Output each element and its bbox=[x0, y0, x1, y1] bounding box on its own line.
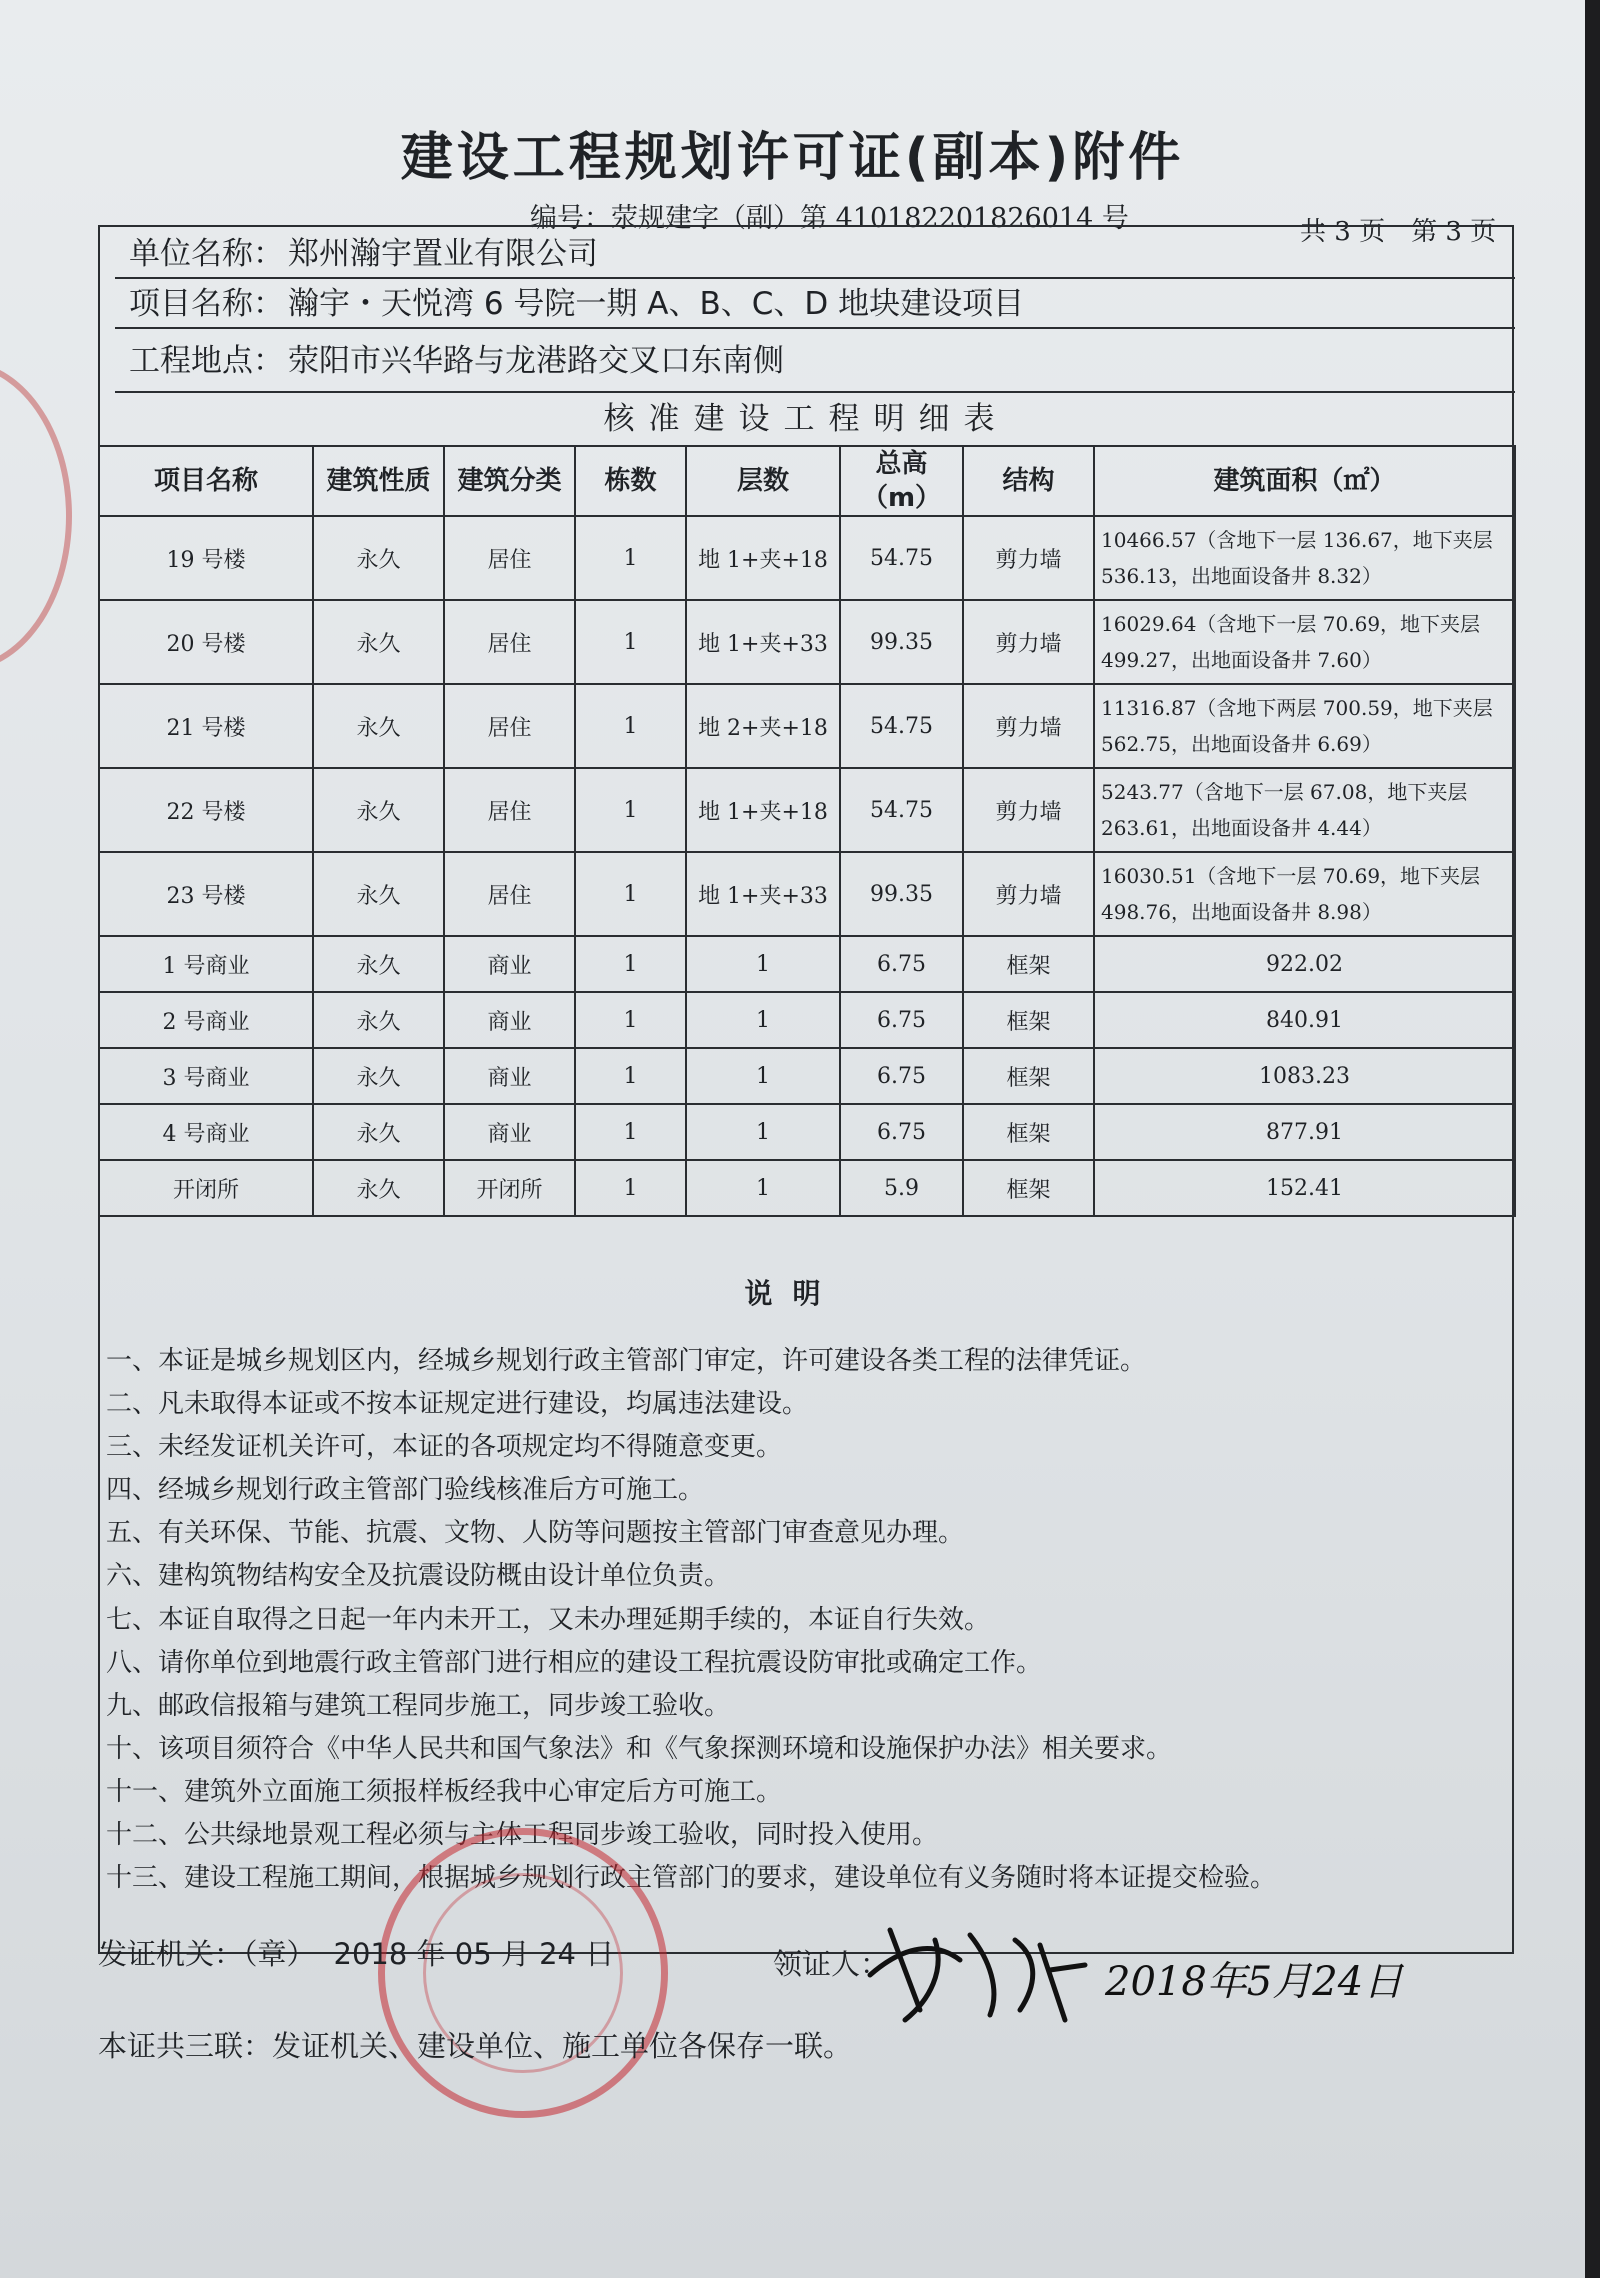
cell-count: 1 bbox=[575, 1104, 686, 1160]
header-cell: 栋数 bbox=[575, 446, 686, 516]
cell-name: 22 号楼 bbox=[99, 768, 313, 852]
page-info: 共 3 页 第 3 页 bbox=[1300, 217, 1497, 247]
cell-height: 99.35 bbox=[840, 600, 963, 684]
header-cell: 建筑性质 bbox=[313, 446, 444, 516]
note-item: 五、有关环保、节能、抗震、文物、人防等问题按主管部门审查意见办理。 bbox=[106, 1518, 965, 1549]
cell-name: 4 号商业 bbox=[99, 1104, 313, 1160]
cell-area: 922.02 bbox=[1094, 936, 1515, 992]
unit-row bbox=[115, 229, 1515, 279]
table-row bbox=[99, 1104, 1515, 1160]
cell-nature: 永久 bbox=[313, 992, 444, 1048]
cell-nature: 永久 bbox=[313, 600, 444, 684]
cell-area: 840.91 bbox=[1094, 992, 1515, 1048]
cell-structure: 框架 bbox=[963, 992, 1094, 1048]
table-row bbox=[99, 1160, 1515, 1216]
cell-nature: 永久 bbox=[313, 1048, 444, 1104]
cell-count: 1 bbox=[575, 600, 686, 684]
cell-name: 开闭所 bbox=[99, 1160, 313, 1216]
cell-area: 16029.64（含地下一层 70.69，地下夹层 499.27，出地面设备井 7.60） bbox=[1094, 600, 1515, 684]
note-item: 六、建构筑物结构安全及抗震设防概由设计单位负责。 bbox=[106, 1561, 731, 1592]
cell-floors: 地 1+夹+18 bbox=[686, 768, 840, 852]
cell-nature: 永久 bbox=[313, 516, 444, 600]
table-title: 核准建设工程明细表 bbox=[100, 393, 1512, 447]
table-row bbox=[99, 600, 1515, 684]
location-row bbox=[115, 329, 1515, 393]
cell-height: 5.9 bbox=[840, 1160, 963, 1216]
table-row bbox=[99, 936, 1515, 992]
cell-structure: 剪力墙 bbox=[963, 852, 1094, 936]
handwritten-signature bbox=[850, 1900, 1410, 2030]
cell-height: 54.75 bbox=[840, 516, 963, 600]
cell-area: 152.41 bbox=[1094, 1160, 1515, 1216]
cell-floors: 地 1+夹+33 bbox=[686, 852, 840, 936]
unit-label: 单位名称： bbox=[129, 236, 284, 272]
table-row bbox=[99, 992, 1515, 1048]
receiver-label: 领证人： bbox=[773, 1947, 890, 1981]
cell-structure: 剪力墙 bbox=[963, 684, 1094, 768]
cell-height: 6.75 bbox=[840, 1104, 963, 1160]
cell-area: 877.91 bbox=[1094, 1104, 1515, 1160]
cell-area: 1083.23 bbox=[1094, 1048, 1515, 1104]
cell-height: 54.75 bbox=[840, 768, 963, 852]
cell-nature: 永久 bbox=[313, 768, 444, 852]
location-value: 荥阳市兴华路与龙港路交叉口东南侧 bbox=[288, 343, 784, 379]
table-row bbox=[99, 516, 1515, 600]
official-seal bbox=[378, 1828, 668, 2118]
cell-floors: 地 1+夹+33 bbox=[686, 600, 840, 684]
cell-category: 商业 bbox=[444, 992, 575, 1048]
note-item: 九、邮政信报箱与建筑工程同步施工，同步竣工验收。 bbox=[106, 1690, 731, 1721]
cell-height: 99.35 bbox=[840, 852, 963, 936]
permit-number: 编号：荥规建字（副）第 410182201826014 号 bbox=[530, 203, 1129, 234]
document-title: 建设工程规划许可证(副本)附件 bbox=[400, 128, 1185, 188]
note-item: 一、本证是城乡规划区内，经城乡规划行政主管部门审定，许可建设各类工程的法律凭证。 bbox=[106, 1346, 1147, 1376]
cell-nature: 永久 bbox=[313, 1160, 444, 1216]
header-cell: 建筑分类 bbox=[444, 446, 575, 516]
issuer-line bbox=[98, 1932, 632, 1973]
note-item: 二、凡未取得本证或不按本证规定进行建设，均属违法建设。 bbox=[106, 1389, 809, 1420]
project-row bbox=[115, 279, 1515, 329]
note-item: 十二、公共绿地景观工程必须与主体工程同步竣工验收，同时投入使用。 bbox=[106, 1820, 939, 1851]
cell-category: 居住 bbox=[444, 516, 575, 600]
cell-area: 10466.57（含地下一层 136.67，地下夹层 536.13，出地面设备井 8.32） bbox=[1094, 516, 1515, 600]
cell-name: 1 号商业 bbox=[99, 936, 313, 992]
copies-note: 本证共三联：发证机关、建设单位、施工单位各保存一联。 bbox=[98, 2029, 853, 2063]
cell-nature: 永久 bbox=[313, 684, 444, 768]
notes-list bbox=[106, 1340, 1516, 1900]
note-item: 七、本证自取得之日起一年内未开工，又未办理延期手续的，本证自行失效。 bbox=[106, 1604, 991, 1635]
note-item: 十、该项目须符合《中华人民共和国气象法》和《气象探测环境和设施保护办法》相关要求。 bbox=[106, 1733, 1173, 1764]
note-item: 十一、建筑外立面施工须报样板经我中心审定后方可施工。 bbox=[106, 1776, 783, 1807]
cell-height: 6.75 bbox=[840, 992, 963, 1048]
receive-date: 2018年5月24日 bbox=[1105, 1959, 1404, 2005]
cell-name: 21 号楼 bbox=[99, 684, 313, 768]
note-item: 八、请你单位到地震行政主管部门进行相应的建设工程抗震设防审批或确定工作。 bbox=[106, 1647, 1043, 1678]
table-row bbox=[99, 768, 1515, 852]
cell-count: 1 bbox=[575, 1160, 686, 1216]
note-item: 十三、建设工程施工期间，根据城乡规划行政主管部门的要求，建设单位有义务随时将本证提交检验。 bbox=[106, 1863, 1277, 1894]
table-row bbox=[99, 684, 1515, 768]
cell-structure: 剪力墙 bbox=[963, 768, 1094, 852]
table-row bbox=[99, 1048, 1515, 1104]
table-header-row bbox=[99, 446, 1515, 516]
cell-count: 1 bbox=[575, 852, 686, 936]
cell-structure: 框架 bbox=[963, 936, 1094, 992]
cell-floors: 1 bbox=[686, 1104, 840, 1160]
cell-category: 开闭所 bbox=[444, 1160, 575, 1216]
cell-structure: 框架 bbox=[963, 1048, 1094, 1104]
partial-seal-mark bbox=[0, 360, 72, 672]
cell-nature: 永久 bbox=[313, 936, 444, 992]
cell-category: 居住 bbox=[444, 852, 575, 936]
cell-nature: 永久 bbox=[313, 852, 444, 936]
cell-area: 5243.77（含地下一层 67.08，地下夹层 263.61，出地面设备井 4.44） bbox=[1094, 768, 1515, 852]
cell-count: 1 bbox=[575, 1048, 686, 1104]
unit-name: 郑州瀚宇置业有限公司 bbox=[288, 236, 598, 272]
cell-floors: 地 1+夹+18 bbox=[686, 516, 840, 600]
cell-height: 54.75 bbox=[840, 684, 963, 768]
cell-category: 居住 bbox=[444, 600, 575, 684]
note-item: 四、经城乡规划行政主管部门验线核准后方可施工。 bbox=[106, 1475, 705, 1506]
note-item: 三、未经发证机关许可，本证的各项规定均不得随意变更。 bbox=[106, 1432, 783, 1463]
cell-height: 6.75 bbox=[840, 936, 963, 992]
issue-date: 2018 年 05 月 24 日 bbox=[333, 1937, 615, 1971]
cell-category: 商业 bbox=[444, 1104, 575, 1160]
cell-floors: 1 bbox=[686, 1048, 840, 1104]
header-cell: 层数 bbox=[686, 446, 840, 516]
header-cell: 结构 bbox=[963, 446, 1094, 516]
cell-structure: 剪力墙 bbox=[963, 600, 1094, 684]
header-cell: 建筑面积（㎡） bbox=[1094, 446, 1515, 516]
header-cell: 总高（m） bbox=[840, 446, 963, 516]
cell-structure: 剪力墙 bbox=[963, 516, 1094, 600]
cell-floors: 1 bbox=[686, 936, 840, 992]
cell-count: 1 bbox=[575, 684, 686, 768]
cell-category: 居住 bbox=[444, 768, 575, 852]
cell-height: 6.75 bbox=[840, 1048, 963, 1104]
cell-count: 1 bbox=[575, 516, 686, 600]
project-label: 项目名称： bbox=[129, 286, 284, 322]
cell-name: 23 号楼 bbox=[99, 852, 313, 936]
location-label: 工程地点： bbox=[129, 343, 284, 379]
building-details-table bbox=[98, 445, 1516, 1217]
issuer-label: 发证机关：（章） bbox=[98, 1937, 316, 1971]
cell-name: 3 号商业 bbox=[99, 1048, 313, 1104]
project-name: 瀚宇・天悦湾 6 号院一期 A、B、C、D 地块建设项目 bbox=[288, 286, 1025, 322]
cell-floors: 地 2+夹+18 bbox=[686, 684, 840, 768]
cell-name: 2 号商业 bbox=[99, 992, 313, 1048]
cell-area: 16030.51（含地下一层 70.69，地下夹层 498.76，出地面设备井 8.98） bbox=[1094, 852, 1515, 936]
cell-nature: 永久 bbox=[313, 1104, 444, 1160]
cell-area: 11316.87（含地下两层 700.59，地下夹层 562.75，出地面设备井 6.69） bbox=[1094, 684, 1515, 768]
table-row bbox=[99, 852, 1515, 936]
cell-count: 1 bbox=[575, 936, 686, 992]
cell-category: 商业 bbox=[444, 936, 575, 992]
cell-count: 1 bbox=[575, 992, 686, 1048]
cell-category: 居住 bbox=[444, 684, 575, 768]
cell-name: 19 号楼 bbox=[99, 516, 313, 600]
cell-count: 1 bbox=[575, 768, 686, 852]
cell-floors: 1 bbox=[686, 992, 840, 1048]
cell-category: 商业 bbox=[444, 1048, 575, 1104]
cell-structure: 框架 bbox=[963, 1104, 1094, 1160]
header-cell: 项目名称 bbox=[99, 446, 313, 516]
cell-name: 20 号楼 bbox=[99, 600, 313, 684]
notes-title: 说明 bbox=[744, 1277, 841, 1310]
cell-structure: 框架 bbox=[963, 1160, 1094, 1216]
cell-floors: 1 bbox=[686, 1160, 840, 1216]
